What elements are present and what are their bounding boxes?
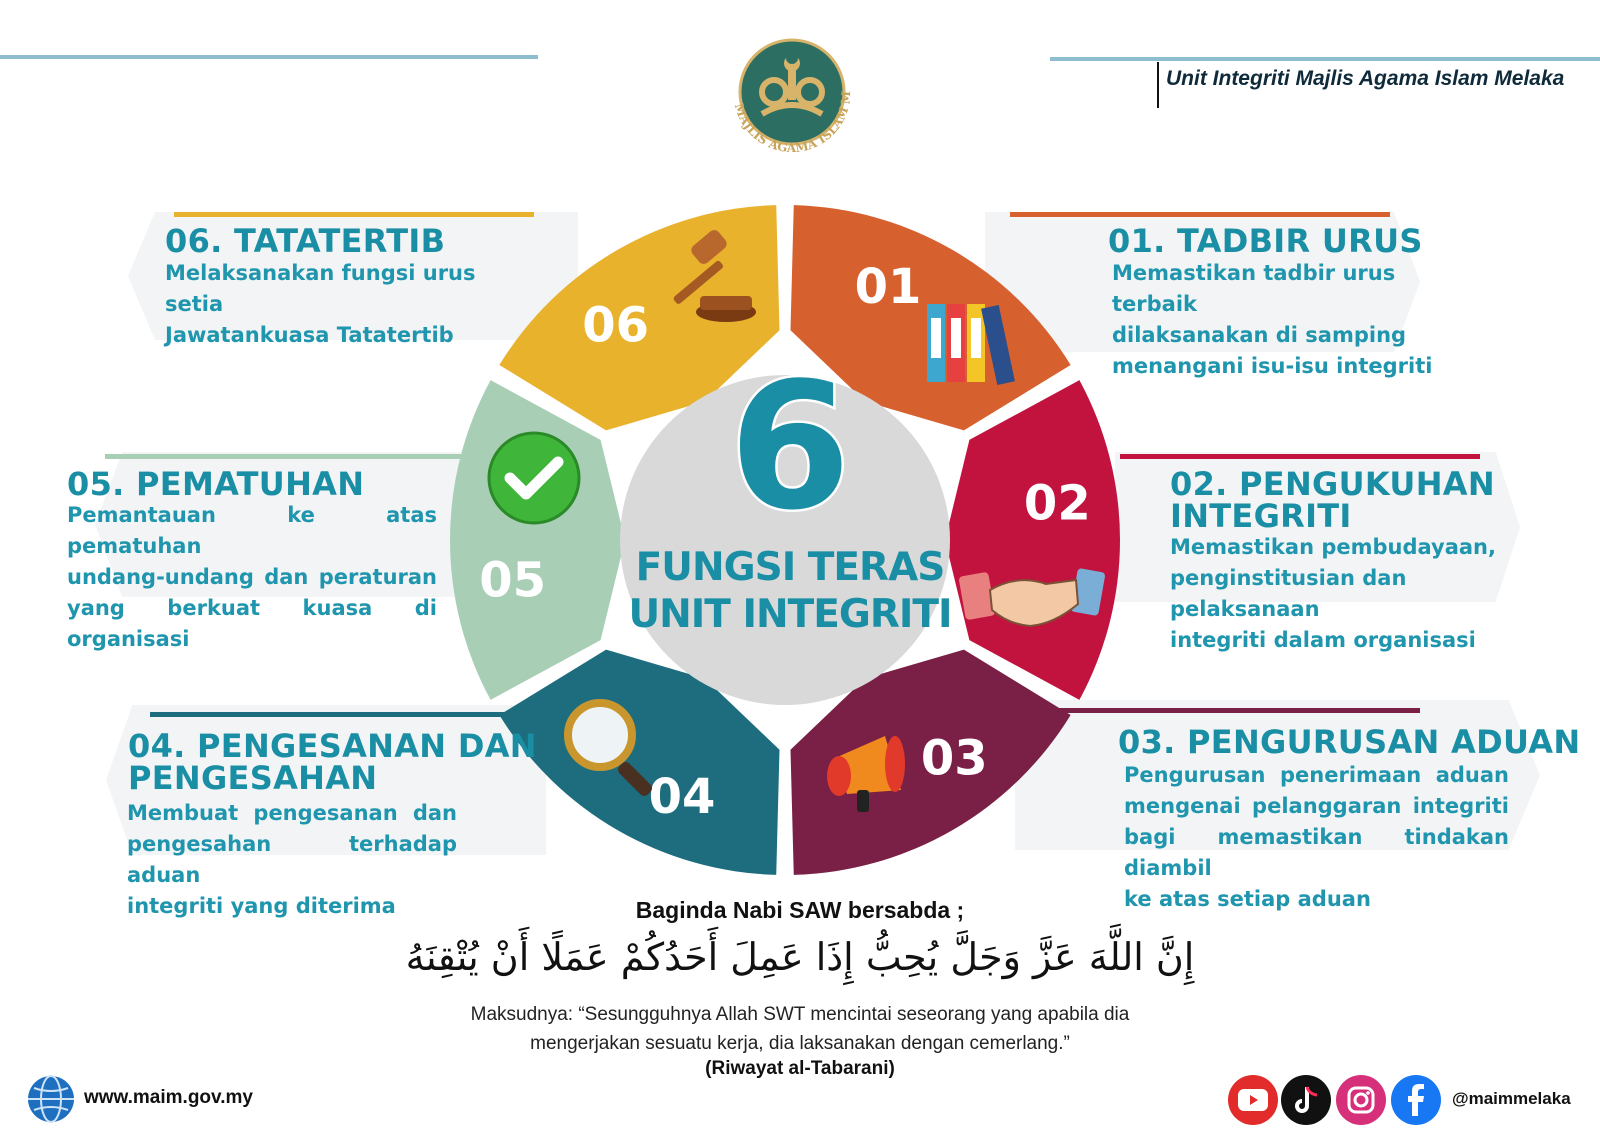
facebook-icon[interactable] (1391, 1075, 1441, 1125)
segment-number-02: 02 (1023, 475, 1091, 532)
unit-name: Unit Integriti Majlis Agama Islam Melaka (1166, 67, 1565, 90)
function-02-desc: Memastikan pembudayaan, penginstitusian dan pelaksanaan integriti dalam organisasi (1170, 535, 1496, 652)
globe-icon (26, 1074, 76, 1124)
function-04-desc: Membuat pengesanan dan pengesahan terhadap aduan integriti yang diterima (127, 801, 457, 918)
function-03-title: 03. PENGURUSAN ADUAN (1118, 723, 1581, 761)
function-02-title: 02. PENGUKUHAN INTEGRITI (1170, 465, 1495, 535)
segment-number-06: 06 (582, 297, 650, 354)
segment-number-05: 05 (479, 552, 547, 609)
function-06-desc: Melaksanakan fungsi urus setia Jawatankuasa Tatatertib (165, 261, 476, 347)
hadith-source: (Riwayat al-Tabarani) (705, 1058, 895, 1079)
function-06-title: 06. TATATERTIB (165, 222, 446, 260)
center-title-line1: FUNGSI TERAS (635, 545, 945, 590)
function-03-desc: Pengurusan penerimaan aduan mengenai pelanggaran integriti bagi memastikan tindakan diambil ke atas setiap aduan (1124, 763, 1509, 911)
handshake-icon (958, 560, 1108, 640)
header-line-left (0, 55, 538, 59)
function-01-desc: Memastikan tadbir urus terbaik dilaksanakan di samping menangani isu-isu integriti (1112, 261, 1433, 378)
header-line-right (1050, 57, 1600, 61)
function-01-title: 01. TADBIR URUS (1108, 222, 1423, 260)
hadith-meaning: Maksudnya: “Sesungguhnya Allah SWT mencintai seseorang yang apabila dia mengerjakan sesuatu kerja, dia laksanakan dengan cemerlang.” (470, 1004, 1130, 1054)
header-divider (1157, 62, 1159, 108)
magnifier-icon (560, 695, 670, 805)
segment-number-01: 01 (854, 259, 922, 316)
binders-icon (925, 300, 1025, 385)
youtube-icon[interactable] (1228, 1075, 1278, 1125)
segment-number-03: 03 (920, 730, 988, 787)
maim-logo (712, 14, 872, 174)
megaphone-icon (815, 728, 915, 818)
function-05-desc: Pemantauan ke atas pematuhan undang-undang dan peraturan yang berkuat kuasa di organisasi (67, 503, 437, 651)
instagram-icon[interactable] (1336, 1075, 1386, 1125)
checkmark-icon (486, 430, 582, 526)
segment-number-04: 04 (648, 768, 716, 825)
center-title-line2: UNIT INTEGRITI (628, 592, 952, 637)
strip-02 (1120, 454, 1480, 459)
tiktok-icon[interactable] (1281, 1075, 1331, 1125)
website-link[interactable]: www.maim.gov.my (84, 1087, 253, 1108)
hadith-arabic: إِنَّ اللَّهَ عَزَّ وَجَلَّ يُحِبُّ إِذَا عَمِلَ أَحَدُكُمْ عَمَلًا أَنْ يُتْقِنَهُ (405, 935, 1195, 979)
center-number: 6 (729, 346, 851, 549)
strip-05 (105, 454, 465, 459)
hadith-intro: Baginda Nabi SAW bersabda ; (635, 897, 965, 923)
function-04-title: 04. PENGESANAN DAN PENGESAHAN (128, 727, 537, 797)
function-05-title: 05. PEMATUHAN (67, 465, 365, 503)
social-handle[interactable]: @maimmelaka (1452, 1089, 1571, 1108)
gavel-icon (648, 230, 768, 330)
logo-text: MAJLIS AGAMA ISLAM M (731, 90, 854, 156)
